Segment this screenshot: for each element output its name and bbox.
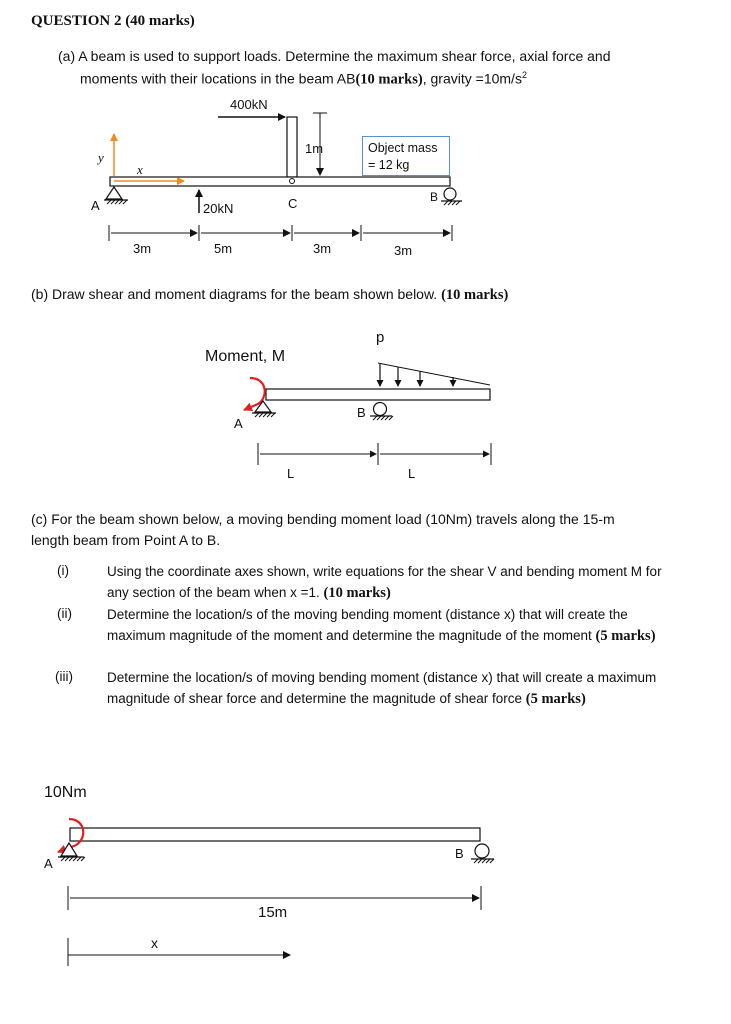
pin-support-a [104, 187, 128, 204]
beam-b [266, 389, 490, 400]
part-c-line1: (c) For the beam shown below, a moving bending moment load (10Nm) travels along the 15-m [31, 511, 615, 527]
moment-label-b: Moment, M [205, 348, 286, 365]
part-a-line1: (a) A beam is used to support loads. Determine the maximum shear force, axial force and [58, 48, 611, 64]
span-15m-label: 15m [258, 904, 288, 921]
object-mass-line2: = 12 kg [368, 158, 410, 172]
pin-support-a-c [58, 843, 85, 861]
axis-x-label-c: x [151, 935, 158, 951]
part-b-line [31, 286, 508, 304]
part-b-text: (b) Draw shear and moment diagrams for the beam shown below. [31, 286, 442, 302]
item-1-body: Using the coordinate axes shown, write equations for the shear V and bending moment M for any section of the beam when x =1. [107, 564, 662, 600]
roller-support-b-c [471, 844, 494, 863]
part-a-gravity: , gravity =10m/s [422, 70, 522, 87]
point-c-marker [290, 179, 295, 184]
dimension-line-a [109, 225, 452, 241]
load-20-label: 20kN [203, 201, 234, 216]
roller-support-b [441, 188, 462, 205]
dim-a-3: 3m [313, 241, 332, 256]
load-400-label: 400kN [230, 97, 268, 112]
item-3-marks: (5 marks) [525, 691, 586, 707]
label-a-c: A [44, 856, 53, 871]
dim-1m-label: 1m [305, 141, 324, 156]
vertical-post [287, 117, 297, 177]
question-title: QUESTION 2 (40 marks) [31, 13, 195, 29]
dim-a-2: 5m [214, 241, 233, 256]
label-b-b: B [357, 405, 366, 420]
dim-b-1: L [287, 466, 295, 481]
dim-b-2: L [408, 466, 416, 481]
part-a-marks: (10 marks) [355, 71, 423, 88]
object-mass-box [362, 136, 450, 176]
item-2-body: Determine the location/s of the moving bending moment (distance x) that will create the maximum magnitude of the moment and determine the magnitude of the moment [107, 607, 628, 643]
item-2-text [107, 604, 667, 647]
part-b-marks: (10 marks) [441, 287, 509, 303]
load-p-label: p [376, 329, 385, 346]
label-c: C [288, 196, 298, 211]
moment-label-c: 10Nm [44, 784, 87, 801]
beam-figure-c [0, 780, 731, 1024]
part-a-gravity-sup: 2 [521, 70, 527, 80]
beam-c [70, 828, 480, 841]
item-3-number: (iii) [55, 669, 73, 684]
x-coordinate-arrow [68, 938, 290, 966]
part-c-line2: length beam from Point A to B. [31, 532, 221, 548]
label-b: B [430, 190, 439, 204]
item-3-text [107, 667, 667, 710]
axis-y-label: y [98, 150, 104, 165]
item-1-number: (i) [57, 563, 69, 578]
item-2-marks: (5 marks) [595, 628, 656, 644]
dim-a-1: 3m [133, 241, 152, 256]
object-mass-line1: Object mass [368, 141, 438, 155]
pin-support-a-b [252, 401, 276, 417]
label-a-b: A [234, 416, 243, 431]
part-a-line2-text: moments with their locations in the beam AB [80, 70, 356, 87]
label-a: A [91, 198, 100, 213]
item-2-number: (ii) [57, 606, 72, 621]
dimension-line-b [258, 443, 491, 465]
item-1-text [107, 561, 667, 604]
axis-x-label: x [137, 162, 143, 177]
roller-support-b-b [370, 403, 393, 421]
beam-figure-b [0, 320, 731, 480]
dim-a-4: 3m [394, 243, 413, 258]
item-3-body: Determine the location/s of moving bending moment (distance x) that will create a maximum magnitude of shear force and determine the magnitude of shear force [107, 670, 657, 706]
item-1-marks: (10 marks) [323, 585, 391, 601]
label-b-c: B [455, 846, 464, 861]
load-slope-line [378, 363, 490, 385]
